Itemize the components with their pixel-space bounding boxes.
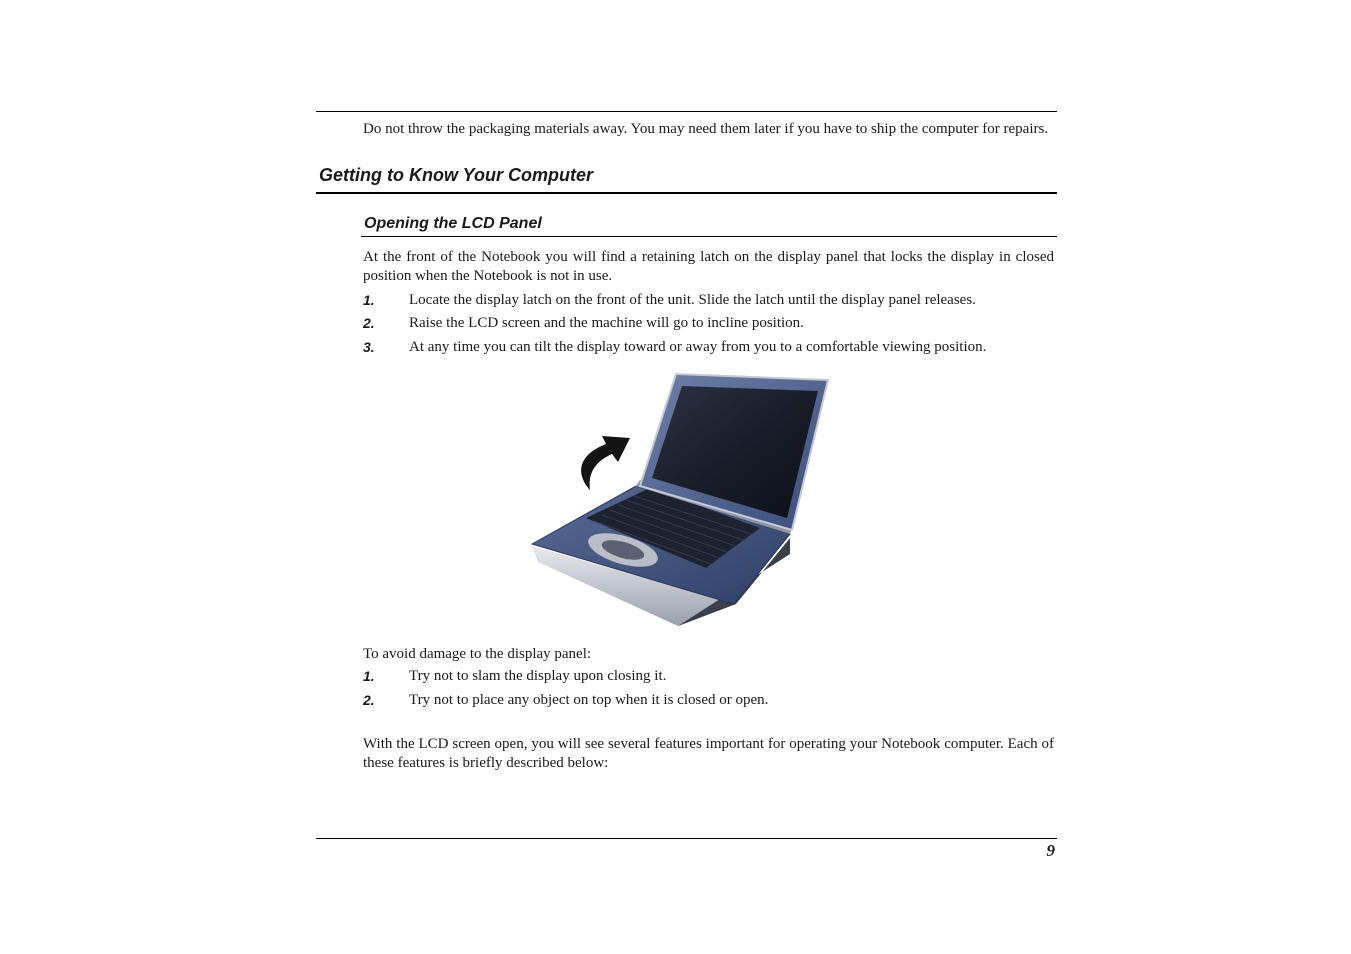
section-title: Getting to Know Your Computer: [319, 165, 593, 185]
open-step-2: [363, 313, 1063, 333]
open-step-3: [363, 337, 1063, 357]
step-number: 3.: [363, 339, 375, 355]
packaging-note: Do not throw the packaging materials away. You may need them later if you have to ship the computer for repairs.: [363, 121, 1049, 137]
subsection-title: Opening the LCD Panel: [364, 215, 542, 232]
footer-rule: [316, 838, 1057, 839]
subsection-rule: [361, 236, 1057, 237]
notebook-open-illustration: [528, 368, 833, 626]
step-number: 2.: [363, 315, 375, 331]
header-rule: [316, 111, 1057, 112]
page-number: 9: [1046, 841, 1055, 860]
step-text: Try not to slam the display upon closing it.: [409, 668, 667, 684]
lcd-intro-paragraph: At the front of the Notebook you will find a retaining latch on the display panel that locks the display in closed position when the Notebook is not in use.: [363, 249, 1054, 284]
damage-intro: To avoid damage to the display panel:: [363, 646, 592, 662]
step-number: 1.: [363, 668, 375, 684]
step-text: Locate the display latch on the front of the unit. Slide the latch until the display panel releases.: [409, 292, 976, 308]
damage-step-1: [363, 666, 1063, 686]
step-number: 2.: [363, 692, 375, 708]
step-text: Try not to place any object on top when it is closed or open.: [409, 692, 769, 708]
curved-arrow-icon: [581, 436, 630, 490]
features-intro-paragraph: With the LCD screen open, you will see several features important for operating your Notebook computer. Each of these features is briefly described below:: [363, 736, 1054, 771]
step-text: At any time you can tilt the display toward or away from you to a comfortable viewing position.: [409, 339, 987, 355]
step-number: 1.: [363, 292, 375, 308]
step-text: Raise the LCD screen and the machine will go to incline position.: [409, 315, 804, 331]
damage-step-2: [363, 690, 1063, 710]
section-rule: [316, 192, 1057, 194]
open-step-1: [363, 290, 1063, 310]
